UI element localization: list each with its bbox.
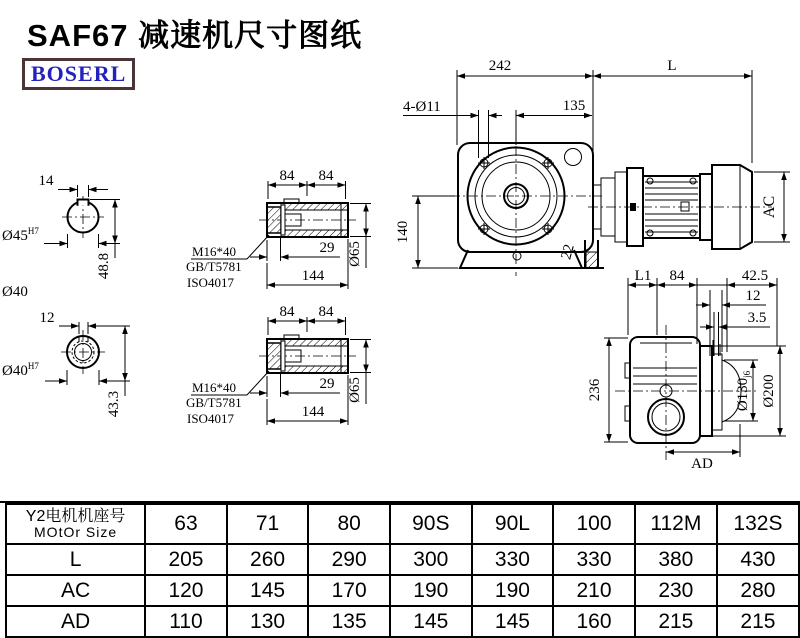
dim-43-3: 43.3 xyxy=(106,390,122,418)
dim-29: 29 xyxy=(319,376,335,392)
cell-AD: 130 xyxy=(227,606,309,637)
view-sleeve-bottom xyxy=(186,304,371,426)
dim-144: 144 xyxy=(301,404,325,420)
table-row-L xyxy=(6,544,799,575)
row-label-AC: AC xyxy=(6,575,145,606)
dim-L1: L1 xyxy=(634,268,652,284)
col-header: 132S xyxy=(717,504,799,544)
cell-AC: 230 xyxy=(635,575,717,606)
dim-22: 22 xyxy=(558,242,578,262)
bolt-spec: M16*40 xyxy=(192,380,237,395)
cell-AC: 210 xyxy=(553,575,635,606)
row-label-AD: AD xyxy=(6,606,145,637)
bolt-standard-iso: ISO4017 xyxy=(187,411,234,426)
cell-L: 380 xyxy=(635,544,717,575)
cell-L: 330 xyxy=(472,544,554,575)
table-header-row xyxy=(6,504,799,544)
col-header: 80 xyxy=(308,504,390,544)
dim-key-14: 14 xyxy=(38,173,54,189)
dim-84b: 84 xyxy=(318,168,334,184)
cell-L: 205 xyxy=(145,544,227,575)
cell-AD: 160 xyxy=(553,606,635,637)
table-row-AD xyxy=(6,606,799,637)
label-bolt-holes: 4-Ø11 xyxy=(403,99,441,115)
cell-AD: 145 xyxy=(390,606,472,637)
dim-12: 12 xyxy=(745,288,761,304)
dim-242: 242 xyxy=(488,58,512,74)
view-shaft-section-40 xyxy=(2,310,130,417)
motor-dimension-table xyxy=(5,503,800,638)
cell-AD: 215 xyxy=(717,606,799,637)
bolt-standard-gb: GB/T5781 xyxy=(186,259,242,274)
label-dia-40-h7: $Ø40^{H7}$ xyxy=(2,361,39,379)
dim-42-5: 42.5 xyxy=(741,268,769,284)
col-header: 112M xyxy=(635,504,717,544)
dim-AD: AD xyxy=(691,456,713,472)
dim-L: L xyxy=(667,58,677,74)
table-row-AC xyxy=(6,575,799,606)
label-dia-45: $Ø45^{H7}$ xyxy=(2,226,39,244)
dim-140: 140 xyxy=(395,220,411,244)
cell-AC: 190 xyxy=(390,575,472,606)
header-motor-size xyxy=(6,504,145,544)
bolt-spec: M16*40 xyxy=(192,244,237,259)
dim-84a: 84 xyxy=(279,168,295,184)
cell-AC: 190 xyxy=(472,575,554,606)
cell-AC: 120 xyxy=(145,575,227,606)
cell-L: 430 xyxy=(717,544,799,575)
header-motor-size-en: MOtOr Size xyxy=(34,524,118,541)
cell-AD: 110 xyxy=(145,606,227,637)
view-front-with-motor xyxy=(395,58,790,276)
cell-AD: 135 xyxy=(308,606,390,637)
dim-dia-65: Ø65 xyxy=(347,377,363,403)
dim-dia-200: Ø200 xyxy=(761,374,777,408)
cell-AD: 145 xyxy=(472,606,554,637)
col-header: 90S xyxy=(390,504,472,544)
cell-AC: 280 xyxy=(717,575,799,606)
cell-AD: 215 xyxy=(635,606,717,637)
dim-84a: 84 xyxy=(279,304,295,320)
dim-3-5: 3.5 xyxy=(747,310,767,326)
dim-84b: 84 xyxy=(318,304,334,320)
page-title: SAF67 减速机尺寸图纸 xyxy=(27,18,363,53)
dim-key-12: 12 xyxy=(39,310,55,326)
cell-L: 330 xyxy=(553,544,635,575)
col-header: 100 xyxy=(553,504,635,544)
view-side xyxy=(587,268,786,472)
dim-135: 135 xyxy=(562,98,586,114)
row-label-L: L xyxy=(6,544,145,575)
cell-L: 260 xyxy=(227,544,309,575)
header-motor-size-cn: Y2电机机座号 xyxy=(25,507,126,525)
dim-48-8: 48.8 xyxy=(96,252,112,280)
col-header: 63 xyxy=(145,504,227,544)
cell-AC: 170 xyxy=(308,575,390,606)
dim-84: 84 xyxy=(669,268,685,284)
dim-dia-65: Ø65 xyxy=(347,241,363,267)
cell-AC: 145 xyxy=(227,575,309,606)
label-dia-40: Ø40 xyxy=(2,284,28,300)
dim-AC: AC xyxy=(761,195,778,219)
cell-L: 300 xyxy=(390,544,472,575)
view-shaft-section-45 xyxy=(2,173,120,300)
bolt-standard-iso: ISO4017 xyxy=(187,275,234,290)
bolt-standard-gb: GB/T5781 xyxy=(186,395,242,410)
dim-144: 144 xyxy=(301,268,325,284)
col-header: 90L xyxy=(472,504,554,544)
cell-L: 290 xyxy=(308,544,390,575)
dim-236: 236 xyxy=(587,378,603,402)
dim-dia-130: $Ø130_{j6}$ xyxy=(735,370,752,412)
motor-fins xyxy=(645,178,698,236)
col-header: 71 xyxy=(227,504,309,544)
brand-logo: BOSERL xyxy=(22,58,135,90)
view-sleeve-top xyxy=(186,168,371,290)
dim-29: 29 xyxy=(319,240,335,256)
